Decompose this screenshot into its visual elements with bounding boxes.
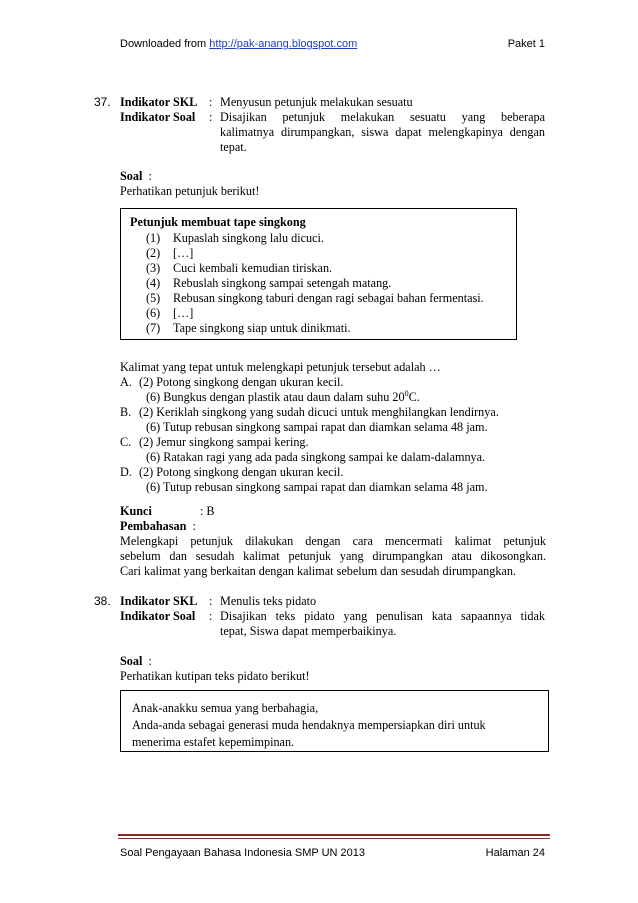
option-line-2-unit: C.: [408, 390, 420, 404]
q38-instruction: Perhatikan kutipan teks pidato berikut!: [120, 669, 310, 683]
header-link[interactable]: http://pak-anang.blogspot.com: [209, 38, 358, 50]
q37-soal-label: Indikator Soal: [120, 110, 196, 124]
step-text: Tape singkong siap untuk dinikmati.: [173, 321, 351, 335]
option-letter[interactable]: A.: [120, 375, 132, 389]
q38-soal-value-1: Disajikan teks pidato yang penulisan kata sapaannya tidak: [220, 609, 545, 623]
colon: :: [209, 609, 213, 623]
kunci-value: : B: [200, 504, 215, 518]
degree-superscript: 0: [404, 388, 409, 398]
option-line-2: [146, 450, 485, 465]
q37-soal-heading: Soal :: [120, 169, 152, 183]
page-header: [120, 37, 545, 52]
speech-excerpt-box: [120, 690, 549, 752]
excerpt-line-3: menerima estafet kepemimpinan.: [132, 735, 295, 749]
option-line-1: (2) Potong singkong dengan ukuran kecil.: [139, 465, 344, 479]
step-number: (1): [146, 231, 161, 245]
option-line-2: [146, 390, 420, 405]
q38-soal-heading: Soal :: [120, 654, 152, 668]
kunci-label: Kunci: [120, 504, 152, 518]
footer-rule: [118, 834, 550, 836]
footer-title: Soal Pengayaan Bahasa Indonesia SMP UN 2013: [120, 847, 366, 859]
step-number: (2): [146, 246, 161, 260]
colon: :: [209, 95, 213, 109]
step-text: Rebuslah singkong sampai setengah matang.: [173, 276, 392, 290]
box-title: Petunjuk membuat tape singkong: [130, 215, 306, 229]
q37-soal-value-3: tepat.: [220, 140, 247, 154]
step-text: Kupaslah singkong lalu dicuci.: [173, 231, 324, 245]
step-text: Rebusan singkong taburi dengan ragi sebagai bahan fermentasi.: [173, 291, 484, 305]
step-number: (5): [146, 291, 161, 305]
option-line-2: [146, 480, 488, 495]
option-line-2-text: (6) Tutup rebusan singkong sampai rapat dan diamkan selama 48 jam.: [146, 480, 488, 494]
pembahasan-line-1: Melengkapi petunjuk dilakukan dengan cara mencermati kalimat petunjuk: [120, 534, 546, 548]
q37-skl-label: Indikator SKL: [120, 95, 198, 109]
question-38-number: 38.: [94, 594, 111, 608]
step-number: (7): [146, 321, 161, 335]
instructions-box: [120, 208, 517, 340]
q37-instruction: Perhatikan petunjuk berikut!: [120, 184, 260, 198]
option-line-1: (2) Jemur singkong sampai kering.: [139, 435, 309, 449]
pembahasan-line-2: sebelum dan sesudah kalimat petunjuk yang dirumpangkan atau dikosongkan.: [120, 549, 546, 563]
q38-skl-label: Indikator SKL: [120, 594, 198, 608]
pembahasan-line-3: Cari kalimat yang berkaitan dengan kalimat sebelum dan sesudah dirumpangkan.: [120, 564, 516, 578]
step-number: (4): [146, 276, 161, 290]
step-number: (3): [146, 261, 161, 275]
q38-soal-label: Indikator Soal: [120, 609, 196, 623]
colon: :: [209, 594, 213, 608]
q38-skl-value: Menulis teks pidato: [220, 594, 317, 608]
step-text: […]: [173, 306, 194, 320]
question-37-number: 37.: [94, 95, 111, 109]
option-line-1: (2) Keriklah singkong yang sudah dicuci untuk menghilangkan lendirnya.: [139, 405, 499, 419]
step-text: Cuci kembali kemudian tiriskan.: [173, 261, 333, 275]
option-line-2: [146, 420, 488, 435]
option-letter[interactable]: D.: [120, 465, 132, 479]
option-line-2-text: (6) Bungkus dengan plastik atau daun dalam suhu 20: [146, 390, 405, 404]
excerpt-line-2: Anda-anda sebagai generasi muda hendaknya mempersiapkan diri untuk: [132, 718, 486, 732]
colon: :: [209, 110, 213, 124]
q38-soal-value-2: tepat, Siswa dapat memperbaikinya.: [220, 624, 397, 638]
q37-skl-value: Menyusun petunjuk melakukan sesuatu: [220, 95, 413, 109]
page-footer: [120, 846, 545, 861]
q37-soal-value-1: Disajikan petunjuk melakukan sesuatu yang beberapa: [220, 110, 545, 124]
option-line-2-text: (6) Tutup rebusan singkong sampai rapat dan diamkan selama 48 jam.: [146, 420, 488, 434]
page-number: Halaman 24: [485, 847, 545, 859]
header-prefix: Downloaded from: [120, 38, 210, 50]
step-text: […]: [173, 246, 194, 260]
q37-soal-value-2: kalimatnya dirumpangkan, siswa dapat melengkapinya dengan: [220, 125, 545, 139]
step-number: (6): [146, 306, 161, 320]
pembahasan-heading: Pembahasan :: [120, 519, 196, 533]
option-letter[interactable]: B.: [120, 405, 132, 419]
option-line-2-text: (6) Ratakan ragi yang ada pada singkong sampai ke dalam-dalamnya.: [146, 450, 486, 464]
header-paket: Paket 1: [507, 38, 545, 50]
footer-rule-thin: [118, 838, 550, 839]
excerpt-line-1: Anak-anakku semua yang berbahagia,: [132, 701, 319, 715]
q37-question: Kalimat yang tepat untuk melengkapi petunjuk tersebut adalah …: [120, 360, 441, 374]
option-letter[interactable]: C.: [120, 435, 132, 449]
option-line-1: (2) Potong singkong dengan ukuran kecil.: [139, 375, 344, 389]
